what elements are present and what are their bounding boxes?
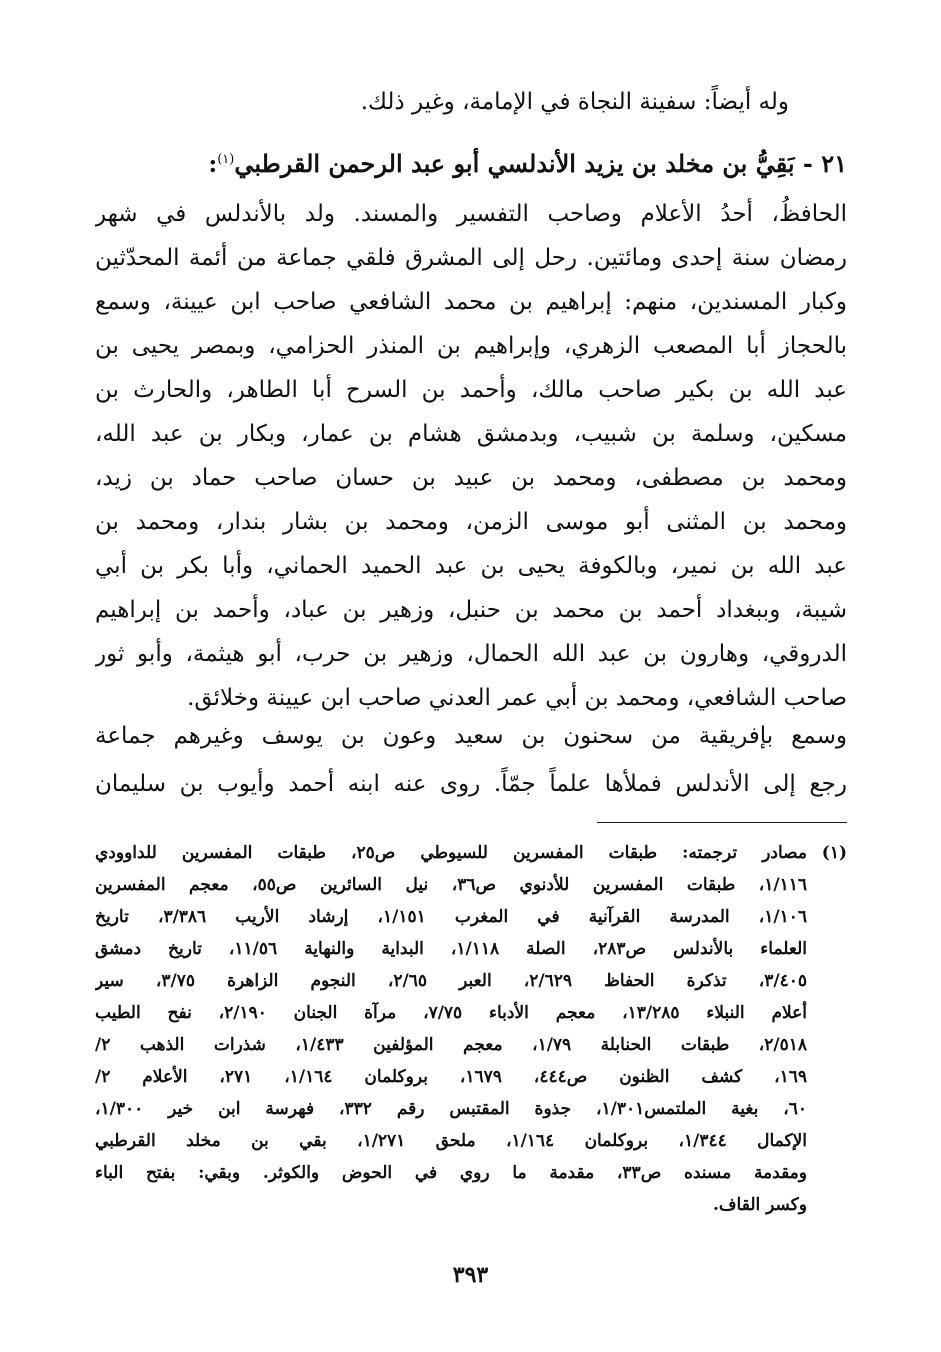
footnote-line: مصادر ترجمته: طبقات المفسرين للسيوطي ص٢٥، طبقات المفسرين للداوودي [95,843,807,863]
body-line: شيبة، وببغداد أحمد بن محمد بن حنبل، وزهير بن عباد، وأحمد بن إبراهيم [95,597,847,623]
footnote-line: ٢/٥١٨، طبقات الحنابلة ١/٧٩، معجم المؤلفين ١/٤٣٣، شذرات الذهب ٢/ [95,1035,807,1055]
body-line: ومحمد بن مصطفى، ومحمد بن عبيد بن حسان صاحب حماد بن زيد، [95,465,847,491]
body-line: رمضان سنة إحدى ومائتين. رحل إلى المشرق فلقي جماعة من أئمة المحدّثين [95,245,847,271]
para2-line: رجع إلى الأندلس فملأها علماً جمّاً. روى عنه ابنه أحمد وأيوب بن سليمان [95,771,847,797]
body-line: عبد الله بن بكير صاحب مالك، وأحمد بن السرح أبا الطاهر، والحارث بن [95,377,847,403]
entry-heading-text: ٢١ - بَقِيُّ بن مخلد بن يزيد الأندلسي أبو عبد الرحمن القرطبي [234,149,847,178]
page-number: ٣٩٣ [452,1262,489,1288]
footnote-marker: (١) [217,152,235,167]
para2-line: وسمع بإفريقية من سحنون بن سعيد وعون بن يوسف وغيرهم جماعة [95,723,847,749]
footnote-line: العلماء بالأندلس ص٢٨٣، الصلة ١/١١٨، البداية والنهاية ١١/٥٦، تاريخ دمشق [95,939,807,959]
footnote-line: ١٦٩، كشف الظنون ص٤٤٤، ١٦٧٩، بروكلمان ١/١٦٤، ٢٧١، الأعلام ٢/ [95,1067,807,1087]
footnote-line: ومقدمة مسنده ص٣٣، مقدمة ما روي في الحوض والكوثر. وبقي: بفتح الباء [95,1163,807,1183]
entry-heading [95,140,847,180]
footnote-line: الإكمال ١/٣٤٤، بروكلمان ١/١٦٤، ملحق ١/٢٧١، بقي بن مخلد القرطبي [95,1131,807,1151]
intro-line: وله أيضاً: سفينة النجاة في الإمامة، وغير ذلك. [360,89,789,115]
footnote-number: (١) [821,843,847,863]
footnote-line: أعلام النبلاء ١٣/٢٨٥، معجم الأدباء ٧/٧٥، مرآة الجنان ٢/١٩٠، نفح الطيب [95,1003,807,1023]
body-line: وكبار المسندين، منهم: إبراهيم بن محمد الشافعي صاحب ابن عيينة، وسمع [95,289,847,315]
entry-heading-colon: : [208,149,218,178]
body-line: الدروقي، وهارون بن عبد الله الحمال، وزهير بن حرب، أبو هيثمة، وأبو ثور [95,641,847,667]
body-line: بالحجاز أبا المصعب الزهري، وإبراهيم بن المنذر الحزامي، وبمصر يحيى بن [95,333,847,359]
footnote-line: ١/١١٦، طبقات المفسرين للأدنوي ص٣٦، نيل السائرين ص٥٥، معجم المفسرين [95,875,807,895]
footnote-line: وكسر القاف. [713,1195,807,1215]
body-line: صاحب الشافعي، ومحمد بن أبي عمر العدني صاحب ابن عيينة وخلائق. [187,685,847,711]
footnote-line: ٦٠، بغية الملتمس١/٣٠١، جذوة المقتبس رقم ٣٣٢، فهرسة ابن خير ١/٣٠٠، [95,1099,807,1119]
footnote-line: ١/١٠٦، المدرسة القرآنية في المغرب ١/١٥١، إرشاد الأريب ٣/٣٨٦، تاريخ [95,907,807,927]
body-line: الحافظُ، أحدُ الأعلام وصاحب التفسير والمسند. ولد بالأندلس في شهر [95,201,847,227]
footnote-separator [597,822,847,823]
body-line: مسكين، وسلمة بن شبيب، وبدمشق هشام بن عمار، وبكار بن عبد الله، [95,421,847,447]
footnote-line: ٣/٤٠٥، تذكرة الحفاظ ٢/٦٢٩، العبر ٢/٦٥، النجوم الزاهرة ٣/٧٥، سير [95,971,807,991]
body-line: ومحمد بن المثنى أبو موسى الزمن، ومحمد بن بشار بندار، ومحمد بن [95,509,847,535]
body-line: عبد الله بن نمير، وبالكوفة يحيى بن عبد الحميد الحماني، وأبا بكر بن أبي [95,553,847,579]
